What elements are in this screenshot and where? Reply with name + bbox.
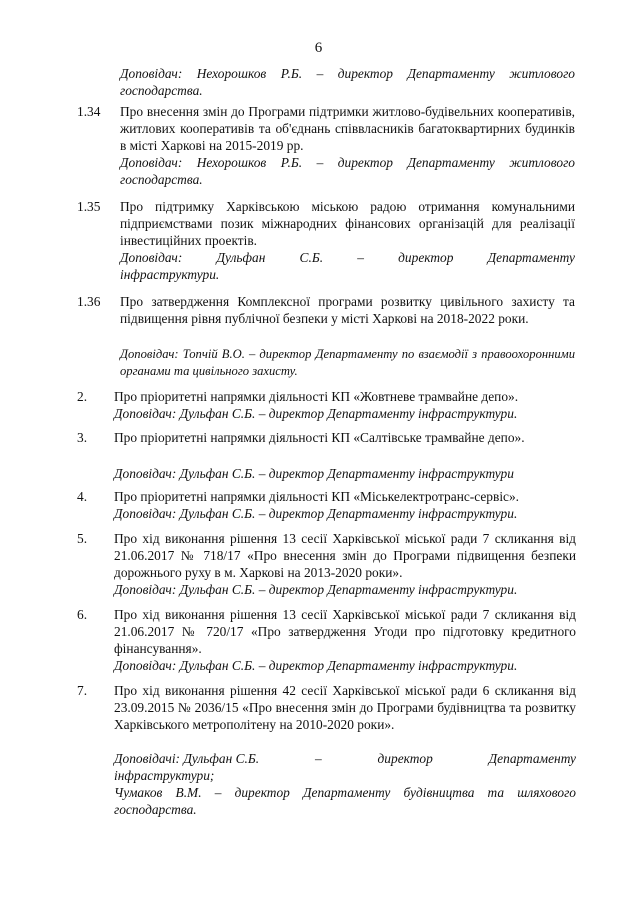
item-number: 6. [77, 607, 88, 622]
item-speaker: Доповідач: Дульфан С.Б. – директор Департаменту інфраструктури. [114, 406, 518, 421]
item-text: Про хід виконання рішення 13 сесії Харківської міської ради 7 скликання від 21.06.2017 № 718/17 «Про внесення змін до Програми підвищення безпеки дорожнього руху в м. Харкові на 2013-2020 роки». [114, 531, 576, 580]
item-speaker: Доповідач: Дульфан С.Б. – директор Департаменту [120, 250, 575, 265]
item-speaker-continuation: інфраструктури. [120, 267, 220, 282]
item-number: 1.35 [77, 199, 101, 214]
item-number: 2. [77, 389, 88, 404]
item-speaker: Доповідач: Нехорошков Р.Б. – директор Департаменту житлового господарства. [120, 155, 575, 187]
item-number: 7. [77, 683, 88, 698]
item-text: Про хід виконання рішення 42 сесії Харківської міської ради 6 скликання від 23.09.2015 № 2036/15 «Про внесення змін до Програми будівництва та розвитку Харківського метрополітену на 2010-2020 роки». [114, 683, 576, 732]
item-speaker: Доповідач: Дульфан С.Б. – директор Департаменту інфраструктури. [114, 658, 518, 673]
item-speaker: Доповідач: Дульфан С.Б. – директор Департаменту інфраструктури [114, 466, 514, 481]
item-text: Про внесення змін до Програми підтримки житлово-будівельних кооперативів, житлових кооперативів та об'єднань співвласників багатоквартирних будинків в місті Харкові на 2015-2019 рр. [120, 104, 575, 153]
item-number: 3. [77, 430, 88, 445]
item-text: Про пріоритетні напрямки діяльності КП «Міськелектротранс-сервіс». [114, 489, 520, 504]
item-speaker: Доповідач: Топчій В.О. – директор Департаменту по взаємодії з правоохоронними органами та цивільного захисту. [120, 347, 575, 378]
item-text: Про пріоритетні напрямки діяльності КП «Салтівське трамвайне депо». [114, 430, 525, 445]
item-speaker-second: Чумаков В.М. – директор Департаменту будівництва та шляхового господарства. [114, 785, 576, 817]
item-number: 1.36 [77, 294, 101, 309]
item-number: 4. [77, 489, 88, 504]
item-text: Про пріоритетні напрямки діяльності КП «Жовтневе трамвайне депо». [114, 389, 519, 404]
item-text: Про хід виконання рішення 13 сесії Харківської міської ради 7 скликання від 21.06.2017 № 720/17 «Про затвердження Угоди про підготовку кредитного фінансування». [114, 607, 576, 656]
item-speaker: Доповідач: Дульфан С.Б. – директор Департаменту інфраструктури. [114, 506, 518, 521]
item-speaker-continuation: інфраструктури; [114, 768, 215, 783]
item-text: Про затвердження Комплексної програми розвитку цивільного захисту та підвищення рівня публічної безпеки у місті Харкові на 2018-2022 роки. [120, 294, 575, 326]
item-number: 5. [77, 531, 88, 546]
intro-speaker: Доповідач: Нехорошков Р.Б. – директор Департаменту житлового господарства. [120, 66, 575, 98]
item-speaker: Доповідачі: Дульфан С.Б. – директор Департаменту [114, 751, 576, 766]
item-text: Про підтримку Харківською міською радою отримання комунальними підприємствами позик міжнародних фінансових організацій для реалізації інвестиційних проектів. [120, 199, 575, 248]
page-number: 6 [314, 40, 323, 56]
item-number: 1.34 [77, 104, 101, 119]
item-speaker: Доповідач: Дульфан С.Б. – директор Департаменту інфраструктури. [114, 582, 518, 597]
